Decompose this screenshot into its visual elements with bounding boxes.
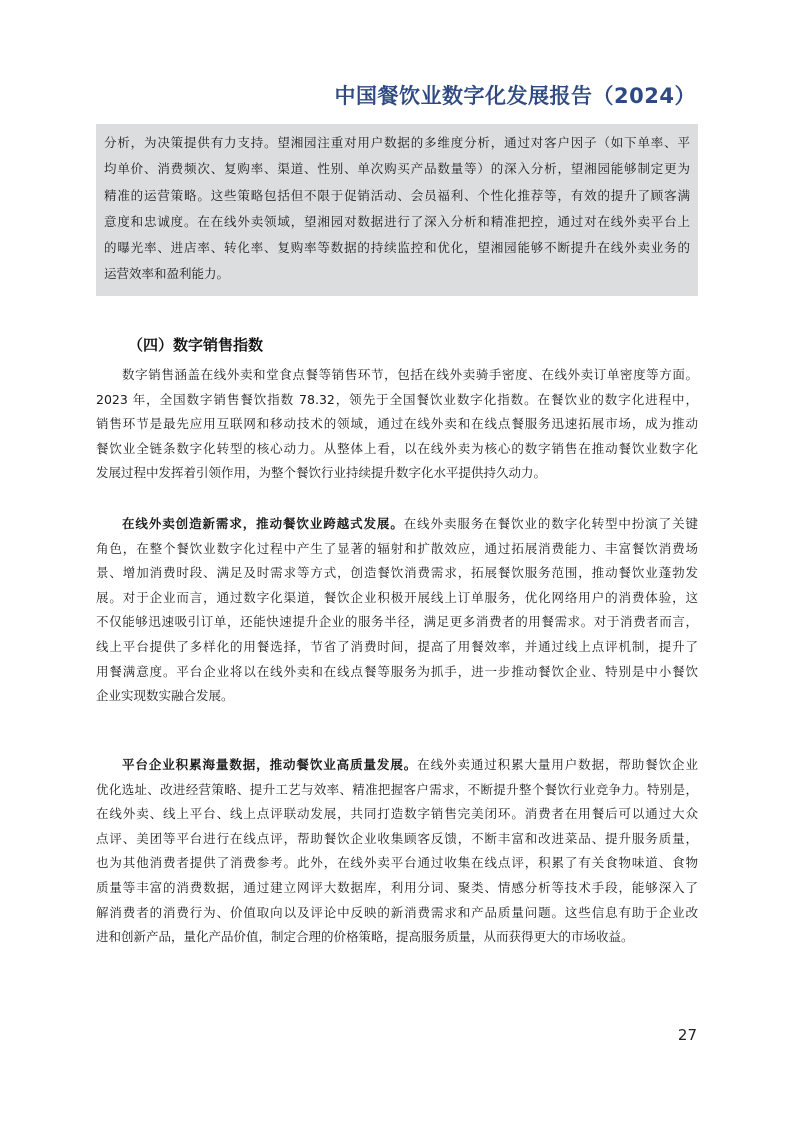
paragraph-platform-data [96, 753, 698, 950]
paragraph-line [96, 753, 698, 778]
paragraph-line: 数字销售涵盖在线外卖和堂食点餐等销售环节，包括在线外卖骑手密度、在线外卖订单密度等方面。 [122, 367, 698, 382]
paragraph-line: 进和创新产品，量化产品价值，制定合理的价格策略，提高服务质量，从而获得更大的市场收益。 [96, 929, 634, 945]
section-heading: （四）数字销售指数 [128, 336, 264, 354]
paragraph-line: 质量等丰富的消费数据，通过建立网评大数据库，利用分词、聚类、情感分析等技术手段，能够深入了 [96, 879, 698, 895]
paragraph-lead: 在线外卖创造新需求，推动餐饮业跨越式发展。 [122, 516, 404, 531]
report-title: 中国餐饮业数字化发展报告（2024） [334, 84, 696, 108]
paragraph-line: 点评、美团等平台进行在线点评，帮助餐饮企业收集顾客反馈，不断丰富和改进菜品、提升服务质量， [96, 830, 698, 846]
paragraph-line: 用餐满意度。平台企业将以在线外卖和在线点餐等服务为抓手，进一步推动餐饮企业、特别是中小餐饮 [96, 663, 698, 679]
paragraph-line: 在线外卖、线上平台、线上点评联动发展，共同打造数字销售完美闭环。消费者在用餐后可以通过大众 [96, 806, 698, 822]
box-text-line: 运营效率和盈利能力。 [104, 266, 230, 282]
paragraph-line: 餐饮业全链条数字化转型的核心动力。从整体上看，以在线外卖为核心的数字销售在推动餐饮业数字化 [96, 440, 698, 456]
case-study-box [96, 124, 698, 296]
paragraph-digital-sales [96, 363, 698, 486]
box-text-line: 的曝光率、进店率、转化率、复购率等数据的持续监控和优化，望湘园能够不断提升在线外卖业务的 [104, 240, 690, 256]
paragraph-line: 线上平台提供了多样化的用餐选择，节省了消费时间，提高了用餐效率，并通过线上点评机制，提升了 [96, 638, 698, 654]
box-text-line: 均单价、消费频次、复购率、渠道、性别、单次购买产品数量等）的深入分析，望湘园能够制定更为 [104, 161, 690, 177]
box-text-line: 意度和忠诚度。在在线外卖领域，望湘园对数据进行了深入分析和精准把控，通过对在线外卖平台上 [104, 213, 690, 229]
box-text-line: 精准的运营策略。这些策略包括但不限于促销活动、会员福利、个性化推荐等，有效的提升了顾客满 [104, 187, 690, 203]
box-text-line: 分析，为决策提供有力支持。望湘园注重对用户数据的多维度分析，通过对客户因子（如下单率、平 [104, 135, 690, 150]
paragraph-line [96, 512, 698, 537]
paragraph-online-delivery [96, 512, 698, 709]
paragraph-text: 在线外卖通过积累大量用户数据，帮助餐饮企业 [417, 757, 698, 772]
paragraph-line: 发展过程中发挥着引领作用，为整个餐饮行业持续提升数字化水平提供持久动力。 [96, 465, 547, 481]
paragraph-line: 解消费者的消费行为、价值取向以及评论中反映的新消费需求和产品质量问题。这些信息有助于企业改 [96, 904, 698, 920]
paragraph-line: 也为其他消费者提供了消费参考。此外，在线外卖平台通过收集在线点评，积累了有关食物味道、食物 [96, 855, 698, 871]
paragraph-line: 企业实现数实融合发展。 [96, 688, 234, 704]
paragraph-line: 2023 年，全国数字销售餐饮指数 78.32，领先于全国餐饮业数字化指数。在餐饮业的数字化进程中， [96, 391, 698, 407]
paragraph-lead: 平台企业积累海量数据，推动餐饮业高质量发展。 [122, 757, 418, 772]
paragraph-line: 优化选址、改进经营策略、提升工艺与效率、精准把握客户需求，不断提升整个餐饮行业竞争力。特别是， [96, 781, 698, 797]
paragraph-line: 景、增加消费时段、满足及时需求等方式，创造餐饮消费需求，拓展餐饮服务范围，推动餐饮业蓬勃发 [96, 565, 698, 581]
paragraph-line: 展。对于企业而言，通过数字化渠道，餐饮企业积极开展线上订单服务，优化网络用户的消费体验，这 [96, 589, 698, 605]
paragraph-line: 不仅能够迅速吸引订单，还能快速提升企业的服务半径，满足更多消费者的用餐需求。对于消费者而言， [96, 614, 698, 630]
paragraph-line: 角色，在整个餐饮业数字化过程中产生了显著的辐射和扩散效应，通过拓展消费能力、丰富餐饮消费场 [96, 540, 698, 556]
paragraph-line: 销售环节是最先应用互联网和移动技术的领域，通过在线外卖和在线点餐服务迅速拓展市场，成为推动 [96, 416, 698, 432]
paragraph-text: 在线外卖服务在餐饮业的数字化转型中扮演了关键 [403, 516, 698, 531]
page-number: 27 [677, 1026, 697, 1044]
